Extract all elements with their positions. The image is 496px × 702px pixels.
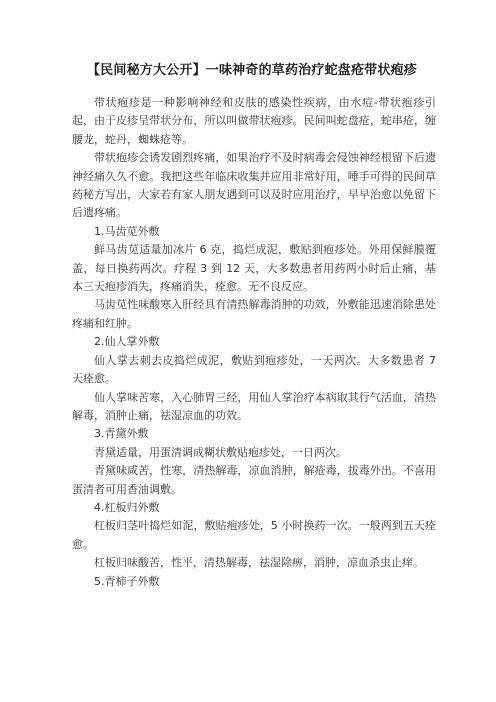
document-body [72, 94, 436, 591]
section-heading: 3.青黛外敷 [94, 427, 149, 441]
body-paragraph: 马齿苋性味酸寒入肝经具有清热解毒消肿的功效，外敷能迅速消除患处疼痛和红肿。 [72, 298, 436, 330]
body-paragraph: 青黛味咸苦，性寒，清热解毒，凉血消肿，解疮毒，拔毒外出。不喜用蛋清者可用香油调敷。 [72, 464, 436, 496]
body-paragraph: 仙人掌去刺去皮捣烂成泥，敷贴到疱疹处，一天两次。大多数患者 7 天痊愈。 [72, 353, 436, 386]
section-heading: 4.杠板归外敷 [94, 500, 160, 514]
section-heading: 2.仙人掌外敷 [94, 335, 160, 349]
body-paragraph: 带状疱疹会诱发剧烈疼痛，如果治疗不及时病毒会侵蚀神经根留下后遗神经痛久久不愈。我把这些年临床收集并应用非常好用，唾手可得的民间草药秘方写出，大家若有家人朋友遇到可以及时应用治疗，早早治愈以免留下后遗疼痛。 [72, 151, 436, 220]
section-heading: 5.青柿子外敷 [94, 574, 160, 588]
body-paragraph: 带状疱疹是一种影响神经和皮肤的感染性疾病，由水痘-带状疱疹引起，由于皮疹呈带状分布，所以叫做带状疱疹。民间叫蛇盘疮，蛇串疮，缠腰龙，蛇丹，蜘蛛疮等。 [72, 96, 436, 146]
body-paragraph: 杠板归味酸苦，性平，清热解毒，祛湿除痹，消肿，凉血杀虫止痒。 [94, 556, 424, 570]
section-heading: 1.马齿苋外敷 [94, 224, 160, 238]
body-paragraph: 鲜马齿苋适量加冰片 6 克，捣烂成泥，敷贴到疱疹处。外用保鲜膜覆盖，每日换药两次。疗程 3 到 12 天，大多数患者用药两小时后止痛，基本三天疱疹消失，疼痛消失，痊愈。无不良反应。 [72, 243, 436, 294]
document-title: 【民间秘方大公开】一味神奇的草药治疗蛇盘疮带状疱疹 [86, 63, 417, 78]
body-paragraph: 青黛适量，用蛋清调成糊状敷贴疱疹处，一日两次。 [94, 445, 347, 459]
body-paragraph: 杠板归茎叶捣烂如泥，敷贴疱疹处，5 小时换药一次。一般两到五天痊愈。 [72, 519, 436, 551]
body-paragraph: 仙人掌味苦寒，入心肺胃三经，用仙人掌治疗本病取其行气活血，清热解毒，消肿止痛，祛湿凉血的功效。 [72, 390, 436, 422]
